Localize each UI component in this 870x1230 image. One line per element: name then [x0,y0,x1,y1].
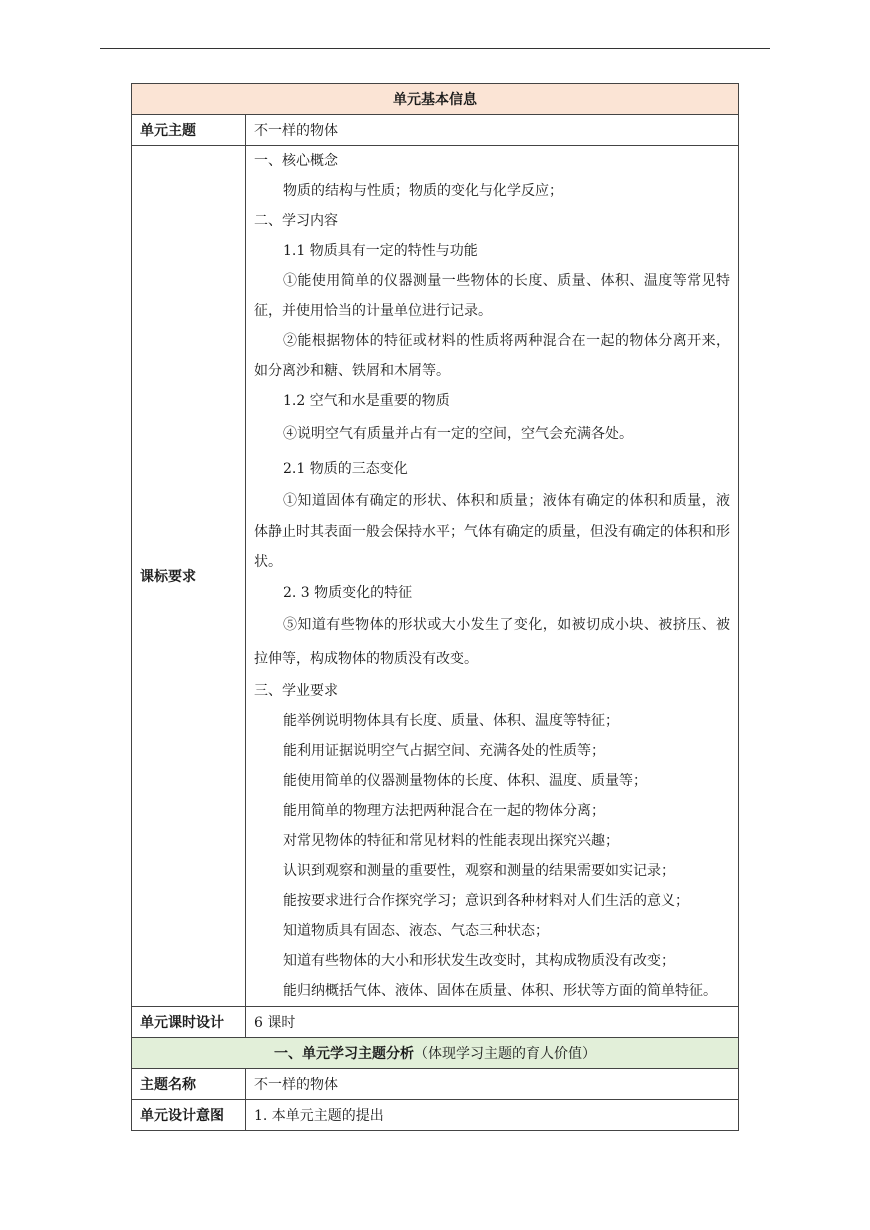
academic-item-last: 能归纳概括气体、液体、固体在质量、体积、形状等方面的简单特征。 [283,982,717,999]
design-intent-value: 1. 本单元主题的提出 [246,1099,739,1130]
period-design-value: 6 课时 [246,1006,739,1037]
academic-item: 能按要求进行合作探究学习；意识到各种材料对人们生活的意义； [283,892,689,909]
basic-info-header: 单元基本信息 [132,84,739,115]
academic-item: 知道物质具有固态、液态、气态三种状态； [283,922,549,939]
item-2-3-a: ⑤知道有些物体的形状或大小发生了变化，如被切成小块、被挤压、被拉伸等，构成物体的物质没有改变。 [254,616,730,667]
academic-item: 能利用证据说明空气占据空间、充满各处的性质等； [283,742,605,759]
period-design-row [132,1006,739,1037]
academic-item: 对常见物体的特征和常见材料的性能表现出探究兴趣； [283,832,619,849]
basic-info-header-row [132,84,739,115]
academic-item: 能用简单的物理方法把两种混合在一起的物体分离； [283,802,605,819]
curriculum-label: 课标要求 [132,146,246,1007]
unit-theme-value: 不一样的物体 [246,115,739,146]
core-concept-heading: 一、核心概念 [254,153,338,169]
curriculum-row [132,146,739,1007]
academic-item: 知道有些物体的大小和形状发生改变时，其构成物质没有改变； [283,952,675,969]
subsection-2-3: 2. 3 物质变化的特征 [283,584,413,601]
core-concept-text: 物质的结构与性质；物质的变化与化学反应； [283,183,563,199]
analysis-header [132,1037,739,1068]
item-1-1-b: ②能根据物体的特征或材料的性质将两种混合在一起的物体分离开来，如分离沙和糖、铁屑和木屑等。 [254,333,730,379]
design-intent-label: 单元设计意图 [132,1099,246,1130]
analysis-header-title: 一、单元学习主题分析 [274,1045,414,1062]
unit-theme-row [132,115,739,146]
theme-name-value: 不一样的物体 [246,1068,739,1099]
academic-item: 能使用简单的仪器测量物体的长度、体积、温度、质量等； [283,772,647,789]
subsection-1-2: 1.2 空气和水是重要的物质 [283,393,450,409]
analysis-header-note: （体现学习主题的育人价值） [414,1045,596,1062]
header-rule [100,48,770,49]
subsection-2-1: 2.1 物质的三态变化 [283,461,408,477]
academic-heading: 三、学业要求 [254,682,338,699]
theme-name-label: 主题名称 [132,1068,246,1099]
curriculum-content [246,146,739,1007]
item-2-1-a: ①知道固体有确定的形状、体积和质量；液体有确定的体积和质量，液体静止时其表面一般会保持水平；气体有确定的质量，但没有确定的体积和形状。 [254,493,730,570]
item-1-2-a: ④说明空气有质量并占有一定的空间，空气会充满各处。 [283,426,633,442]
design-intent-row [132,1099,739,1130]
theme-name-row [132,1068,739,1099]
unit-theme-label: 单元主题 [132,115,246,146]
academic-item: 能举例说明物体具有长度、质量、体积、温度等特征； [283,712,619,729]
unit-info-table [131,83,739,1131]
item-1-1-a: ①能使用简单的仪器测量一些物体的长度、质量、体积、温度等常见特征，并使用恰当的计量单位进行记录。 [254,273,730,319]
subsection-1-1: 1.1 物质具有一定的特性与功能 [283,243,478,259]
analysis-header-row [132,1037,739,1068]
academic-item: 认识到观察和测量的重要性，观察和测量的结果需要如实记录； [283,862,675,879]
period-design-label: 单元课时设计 [132,1006,246,1037]
content-heading: 二、学习内容 [254,213,338,229]
